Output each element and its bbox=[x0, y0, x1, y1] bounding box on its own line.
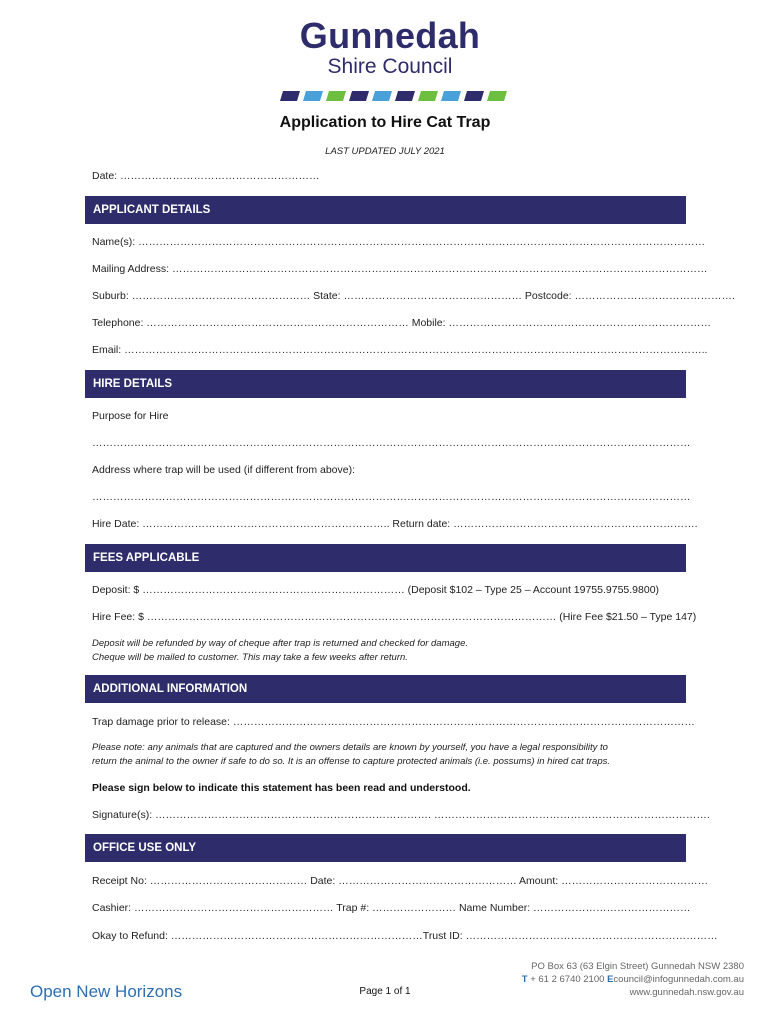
email-field[interactable]: Email: ………………………………………………………………………………………………………………………………………………….. bbox=[92, 344, 708, 356]
purpose-field[interactable]: ……………………………………………………………………………………………………………………………………………………… bbox=[92, 437, 691, 449]
section-applicant-details: APPLICANT DETAILS bbox=[85, 196, 686, 224]
logo-stripe bbox=[349, 91, 369, 101]
logo-stripe bbox=[418, 91, 438, 101]
logo-stripe bbox=[464, 91, 484, 101]
legal-note bbox=[92, 741, 610, 769]
mailing-address-field[interactable]: Mailing Address: ……………………………………………………………………………………………………………………………………… bbox=[92, 263, 708, 275]
phone-label: T bbox=[521, 974, 528, 985]
refund-trust-field[interactable]: Okay to Refund: ………………………………………………………………Trust ID: ……………………………………………………………… bbox=[92, 930, 718, 942]
logo-name: Gunnedah bbox=[299, 15, 481, 56]
logo-stripe bbox=[303, 91, 323, 101]
logo-stripe bbox=[372, 91, 392, 101]
suburb-state-postcode-field[interactable]: Suburb: …………………………………………… State: …………………………………………… Postcode: ………………………………………. bbox=[92, 290, 735, 302]
cashier-trap-name-field[interactable]: Cashier: ………………………………………………… Trap #: …………………… Name Number: ……………………………………… bbox=[92, 902, 691, 914]
logo-stripe bbox=[395, 91, 415, 101]
hire-return-date-field[interactable]: Hire Date: …………………………………………………………….. Return date: ……………………………………………………………. bbox=[92, 518, 698, 530]
footer-phone: + 61 2 6740 2100 bbox=[530, 974, 605, 985]
fees-note bbox=[92, 637, 468, 665]
date-field[interactable]: Date: ………………………………………………… bbox=[92, 170, 320, 182]
hire-fee-field[interactable]: Hire Fee: $ ……………………………………………………………………………………………………… (Hire Fee $21.50 – Type 147) bbox=[92, 611, 697, 623]
section-additional-information: ADDITIONAL INFORMATION bbox=[85, 675, 686, 703]
logo-stripes-icon bbox=[278, 90, 508, 102]
logo-stripe bbox=[441, 91, 461, 101]
legal-note-line-1: Please note: any animals that are captured and the owners details are known by yourself, you have a legal responsibility to bbox=[92, 742, 608, 753]
purpose-label: Purpose for Hire bbox=[92, 410, 169, 422]
fees-note-line-2: Cheque will be mailed to customer. This may take a few weeks after return. bbox=[92, 652, 408, 663]
email-label: E bbox=[607, 974, 614, 985]
trap-address-field[interactable]: ……………………………………………………………………………………………………………………………………………………… bbox=[92, 491, 691, 503]
logo-stripe bbox=[326, 91, 346, 101]
receipt-date-amount-field[interactable]: Receipt No: ……………………………………… Date: …………………………………………… Amount: …………………………………… bbox=[92, 875, 709, 887]
footer-address: PO Box 63 (63 Elgin Street) Gunnedah NSW 2380 bbox=[531, 961, 744, 972]
trap-damage-field[interactable]: Trap damage prior to release: …………………………………………………………………………………………………………………… bbox=[92, 716, 695, 728]
legal-note-line-2: return the animal to the owner if safe to do so. It is an offense to capture protected animals (i.e. possums) in hired cat traps. bbox=[92, 756, 611, 767]
footer-contact bbox=[522, 960, 744, 999]
logo-stripe bbox=[487, 91, 507, 101]
page-number: Page 1 of 1 bbox=[359, 986, 411, 997]
footer-email[interactable]: council@infogunnedah.com.au bbox=[613, 974, 744, 985]
sign-prompt: Please sign below to indicate this statement has been read and understood. bbox=[92, 782, 471, 794]
section-fees-applicable: FEES APPLICABLE bbox=[85, 544, 686, 572]
footer-slogan: Open New Horizons bbox=[30, 982, 183, 1001]
logo-subtitle: Shire Council bbox=[327, 55, 453, 78]
fees-note-line-1: Deposit will be refunded by way of cheque after trap is returned and checked for damage. bbox=[92, 638, 468, 649]
section-hire-details: HIRE DETAILS bbox=[85, 370, 686, 398]
footer-phone-email bbox=[522, 973, 744, 986]
council-logo bbox=[270, 16, 510, 78]
last-updated: LAST UPDATED JULY 2021 bbox=[325, 146, 445, 157]
logo-stripe bbox=[280, 91, 300, 101]
signature-field[interactable]: Signature(s): ……………………………………………………………………. ……………………………………………………………………. bbox=[92, 809, 710, 821]
section-office-use-only: OFFICE USE ONLY bbox=[85, 834, 686, 862]
telephone-mobile-field[interactable]: Telephone: ………………………………………………………………… Mobile: ………………………………………………………………… bbox=[92, 317, 711, 329]
names-field[interactable]: Name(s): ……………………………………………………………………………………………………………………………………………… bbox=[92, 236, 706, 248]
form-title: Application to Hire Cat Trap bbox=[279, 114, 491, 131]
footer-website[interactable]: www.gunnedah.nsw.gov.au bbox=[629, 987, 744, 998]
deposit-field[interactable]: Deposit: $ ………………………………………………………………… (Deposit $102 – Type 25 – Account 19755.9755.9800) bbox=[92, 584, 660, 596]
trap-address-label: Address where trap will be used (if different from above): bbox=[92, 464, 356, 476]
